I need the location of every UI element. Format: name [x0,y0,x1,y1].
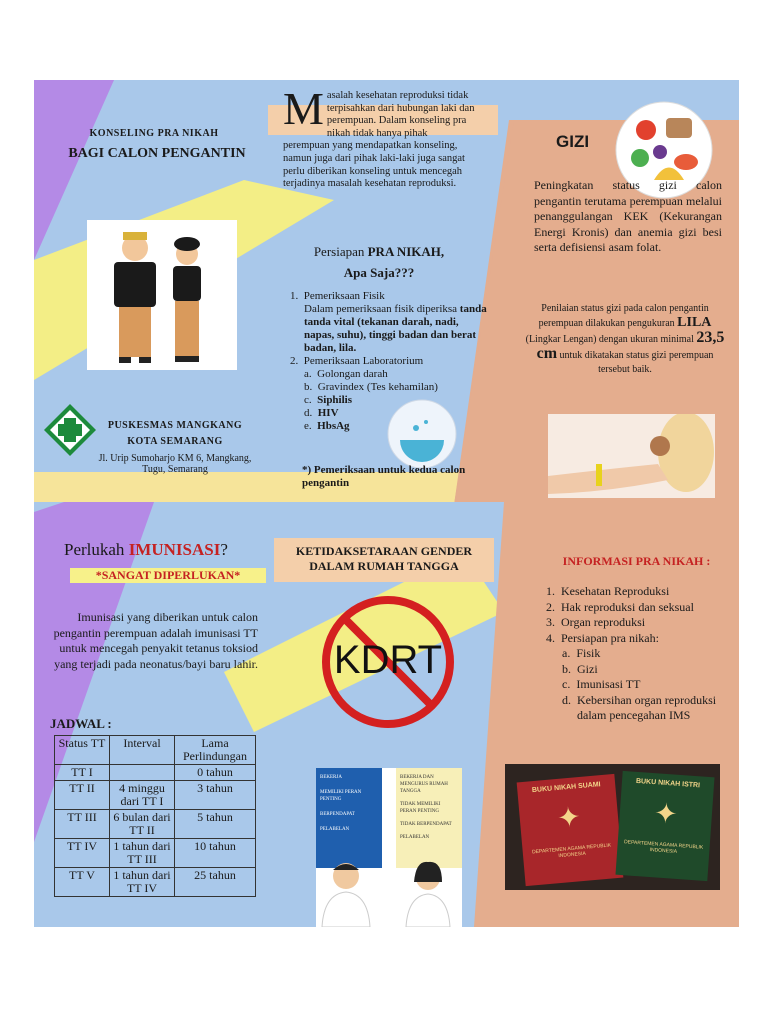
lab-item: c. Siphilis [304,394,352,406]
table-row: TT IV 1 tahun dari TT III 10 tahun [55,839,256,868]
lab-item: a. Golongan darah [304,368,388,380]
informasi-list [546,584,731,724]
gender-comparison-card [316,768,462,927]
right-card: BEKERJA DAN MENGURUS RUMAH TANGGA TIDAK MEMILIKI PERAN PENTING TIDAK BERPENDAPAT PELABELAN [396,768,462,868]
info-sub-item: c. Imunisasi TT [562,677,641,691]
gizi-title: GIZI [556,132,590,151]
intro-text [283,83,475,191]
intro-paragraph: asalah kesehatan reproduksi tidak terpisahkan dari hubungan laki dan perempuan. Dalam konseling pra nikah tidak hanya pihak perempuan yang mendapatkan konseling, namun juga dari pihak laki-laki juga sangat perlu diberikan konseling untuk mencegah terjadinya masalah kesehatan reproduksi. [283,90,475,190]
persiapan-question: Apa Saja??? [343,265,415,280]
info-sub-item: a. Fisik [562,646,601,660]
man-woman-icon [316,858,462,927]
persiapan-bold: PRA NIKAH, [367,244,445,259]
item-1-detail: Dalam pemeriksaan fisik diperiksa tanda tanda vital (tekanan darah, nadi, napas, suhu), tinggi badan dan berat badan, lila. [304,303,487,354]
info-item: 1. Kesehatan Reproduksi [546,584,670,598]
imunisasi-paragraph: Imunisasi yang diberikan untuk calon pengantin perempuan adalah imunisasi TT untuk mencegah penyakit tetanus toksiod yang terjadi pada neonatus/bayi baru lahir. [53,610,258,671]
gizi-paragraph: Peningkatan status gizi calon pengantin terutama perempuan melalui penanggulangan KEK (Kekurangan Energi Kronis) dan anemia gizi besi serta defisiensi asam folat. [534,178,722,254]
info-sub-item: d. Kebersihan organ reproduksi dalam pencegahan IMS [562,692,717,722]
table-header-row [55,736,256,765]
jadwal-table [54,735,256,897]
no-kdrt-icon [320,594,456,730]
bride-groom-illustration [87,220,237,370]
table-row: TT III 6 bulan dari TT II 5 tahun [55,810,256,839]
sangat-diperlukan-badge: *SANGAT DIPERLUKAN* [70,568,266,583]
subtitle: KONSELING PRA NIKAH [89,128,219,139]
informasi-title: INFORMASI PRA NIKAH : [562,554,711,568]
jadwal-title: JADWAL : [50,716,112,731]
item-1: 1. Pemeriksaan Fisik [290,290,385,302]
table-row: TT V 1 tahun dari TT IV 25 tahun [55,868,256,897]
table-row: TT I 0 tahun [55,765,256,781]
header-status: Status TT [55,736,110,765]
book-suami: BUKU NIKAH SUAMI ✦ DEPARTEMEN AGAMA REPUBLIK INDONESIA [517,774,624,886]
garuda-emblem-icon: ✦ [555,801,582,835]
bottom-panel [34,502,739,927]
top-panel [34,80,739,505]
info-sub-item: b. Gizi [562,661,598,676]
main-title: BAGI CALON PENGANTIN [68,146,246,161]
arm-measurement-photo [548,414,715,498]
gender-title: KETIDAKSETARAAN GENDER DALAM RUMAH TANGGA [295,544,473,573]
info-item: 3. Organ reproduksi [546,615,646,629]
left-card: BEKERJA MEMILIKI PERAN PENTING BERPENDAPAT PELABELAN [316,768,382,868]
info-item: 2. Hak reproduksi dan seksual [546,599,694,614]
book-istri: BUKU NIKAH ISTRI ✦ DEPARTEMEN AGAMA REPUBLIK INDONESIA [615,771,714,881]
org-address: Jl. Urip Sumoharjo KM 6, Mangkang, Tugu, Semarang [98,453,252,475]
lab-item: e. HbsAg [304,420,350,432]
lab-item: b. Gravindex (Tes kehamilan) [304,381,438,393]
persiapan-prefix: Persiapan [313,244,368,259]
info-item: 4. Persiapan pra nikah: [546,630,659,645]
org-city: KOTA SEMARANG [127,436,223,447]
dropcap: M [283,83,324,134]
imunisasi-heading: Perlukah IMUNISASI? [64,540,228,559]
lab-item: d. HIV [304,407,339,419]
puskesmas-logo-icon [42,402,98,458]
org-name: PUSKESMAS MANGKANG [107,420,243,431]
header-interval: Interval [110,736,175,765]
table-row: TT II 4 minggu dari TT I 3 tahun [55,781,256,810]
item-2: 2. Pemeriksaan Laboratorium [290,355,424,367]
persiapan-heading [299,244,459,260]
header-lama: Lama Perlindungan [175,736,256,765]
lab-flask-icon [386,398,458,470]
kdrt-text: KDRT [333,638,443,682]
garuda-emblem-icon: ✦ [653,797,679,830]
info-sub-list [546,646,731,724]
lila-info: Penilaian status gizi pada calon pengantin perempuan dilakukan pengukuran LILA (Lingkar Lengan) dengan ukuran minimal 23,5 cm untuk dikatakan status gizi perempuan tersebut baik. [525,303,725,375]
marriage-books-photo [505,764,720,890]
pemeriksaan-note: *) Pemeriksaan untuk kedua calon pengantin [302,464,466,489]
